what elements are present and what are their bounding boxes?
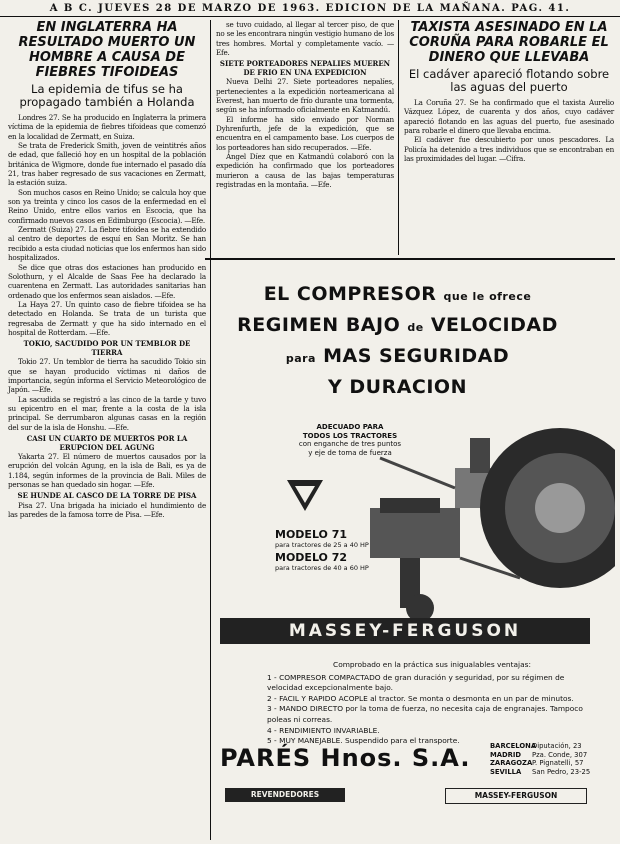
column-1 [8, 20, 206, 520]
ad-title-line-1 [230, 280, 565, 311]
col1-section2-head: TOKIO, SACUDIDO POR UN TEMBLOR DE TIERRA [23, 339, 191, 357]
tractor-compressor-illustration [360, 378, 615, 628]
ad-title-text: que le ofrece [443, 290, 532, 303]
paragraph: El informe ha sido enviado por Norman Dyhrenfurth, jefe de la expedición, que se encuentra en el campamento base. Los cuerpos de los porteadores han sido recuperados. —Efe. [216, 114, 394, 152]
col2-headline: SIETE PORTEADORES NEPALIES MUEREN DE FRIO EN UNA EXPEDICION [219, 59, 391, 77]
ad-adaptable-line: con enganche de tres puntos [298, 440, 402, 448]
ad-feature: 5 - MUY MANEJABLE. Suspendido para el transporte. [267, 736, 460, 746]
ad-title-line-2 [230, 311, 565, 342]
ad-title-text: REGIMEN BAJO [237, 314, 401, 336]
paragraph: Nueva Delhi 27. Siete porteadores nepalíes, pertenecientes a la expedición norteamericana al Everest, han muerto de frío durante una tormenta, según se ha informado oficialmente en Katmandú. [216, 77, 394, 115]
city-address: Diputación, 23 [532, 742, 582, 750]
ad-footer-left: REVENDEDORES [225, 788, 345, 802]
ad-title-text: de [407, 321, 424, 334]
paragraph: Ángel Díez que en Katmandú colaboró con la expedición ha confirmado que los porteadores murieron a causa de las bajas temperaturas registradas en la montaña. —Efe. [216, 152, 394, 190]
ad-title-text: MAS SEGURIDAD [323, 345, 510, 367]
ad-intro: Comprobado en la práctica sus inigualables ventajas: [333, 660, 531, 669]
model-72-name: MODELO 72 [275, 551, 348, 564]
col2-top [216, 20, 394, 57]
column-divider [398, 20, 399, 255]
city-address: Pza. Conde, 307 [532, 750, 588, 759]
paragraph: Yakarta 27. El número de muertos causados por la erupción del volcán Agung, en la isla de Bali, es ya de 1.184, según informes de la provincia de Bali. Miles de personas se han quedado sin hogar. —Efe. [8, 452, 206, 490]
col1-section4-body [8, 501, 206, 520]
ad-rule [205, 258, 615, 260]
massey-ferguson-logo-icon [285, 478, 325, 513]
ad-title-text: EL COMPRESOR [263, 283, 437, 305]
paragraph: Se dice que otras dos estaciones han producido en Solothurn, y el Alcalde de Saas Fee ha declarado la cuarentena en Zermatt. Las autoridades sanitarias han ordenado que los enfermos sean aislados. —Efe. [8, 262, 206, 300]
col1-section3-body [8, 452, 206, 489]
city-row [490, 759, 590, 768]
col1-section4-head: SE HUNDE AL CASCO DE LA TORRE DE PISA [17, 491, 197, 501]
ad-company-name: PARÉS Hnos. S.A. [220, 744, 471, 772]
paragraph: Pisa 27. Una brigada ha iniciado el hundimiento de las paredes de la famosa torre de Pisa. —Efe. [8, 500, 206, 520]
ad-feature: 1 - COMPRESOR COMPACTADO de gran duración y seguridad, por su régimen de velocidad excepcionalmente bajo. [267, 672, 565, 693]
masthead-rule [0, 16, 620, 17]
ad-feature: 3 - MANDO DIRECTO por la toma de fuerza, no necesita caja de engranajes. Tampoco poleas ni correas. [267, 704, 583, 724]
ad-features [267, 660, 597, 747]
city-address: P. Pignatelli, 57 [532, 759, 584, 768]
city-row [490, 742, 590, 751]
city-name: SEVILLA [490, 767, 522, 776]
ad-title-text: VELOCIDAD [430, 314, 558, 336]
paragraph: La Haya 27. Un quinto caso de fiebre tifoidea se ha detectado en Holanda. Se trata de un turista que regresaba de Zermatt y que ha sido internado en el hospital de Rotterdam. —Efe. [8, 299, 206, 337]
col1-subhead: La epidemia de tifus se ha propagado también a Holanda [19, 82, 195, 109]
col2-body [216, 77, 394, 189]
paragraph: El cadáver fue descubierto por unos pescadores. La Policía ha detenido a tres individuos que se encontraban en las proximidades del lugar. —Cifra. [404, 135, 614, 164]
col3-headline: TAXISTA ASESINADO EN LA CORUÑA PARA ROBARLE EL DINERO QUE LLEVABA [409, 20, 609, 65]
city-row [490, 768, 590, 777]
masthead: A B C. JUEVES 28 DE MARZO DE 1963. EDICION DE LA MAÑANA. PAG. 41. [49, 3, 571, 14]
ad-feature: 4 - RENDIMIENTO INVARIABLE. [267, 725, 380, 735]
model-71-desc: para tractores de 25 a 40 HP [275, 541, 369, 549]
ad-title-text: para [285, 352, 316, 365]
city-name: ZARAGOZA [490, 759, 533, 768]
ad-feature: 2 - FACIL Y RAPIDO ACOPLE al tractor. Se monta o desmonta en un par de minutos. [267, 693, 574, 703]
ad-footer-right: MASSEY-FERGUSON [445, 788, 587, 804]
ad-title-line-3 [230, 342, 565, 373]
ad-cities [490, 742, 590, 776]
column-2 [216, 20, 394, 190]
city-row [490, 751, 590, 760]
column-3 [404, 20, 614, 163]
ad-title-line-4: Y DURACION [328, 376, 467, 398]
model-71-name: MODELO 71 [275, 528, 348, 541]
col3-subhead: El cadáver apareció flotando sobre las aguas del puerto [408, 67, 610, 94]
ad-adaptable-line: TODOS LOS TRACTORES [302, 431, 398, 440]
col3-body [404, 98, 614, 163]
city-address: San Pedro, 23-25 [532, 767, 591, 776]
paragraph: La Coruña 27. Se ha confirmado que el taxista Aurelio Vázquez López, de cuarenta y dos años, cuyo cadáver apareció flotando en las aguas del puerto, fue asesinado para robarle el dinero que llevaba encima. [404, 98, 614, 136]
col1-section2-body [8, 357, 206, 432]
col1-section3-head: CASI UN CUARTO DE MUERTOS POR LA ERUPCION DEL AGUNG [26, 434, 188, 452]
model-72-desc: para tractores de 40 a 60 HP [275, 564, 369, 572]
ad-brand-banner: MASSEY-FERGUSON [220, 618, 590, 644]
paragraph: se tuvo cuidado, al llegar al tercer piso, de que no se les encontrara ningún vestigio humano de los tres hombres. Mortal y completamente vacío. —Efe. [216, 20, 394, 58]
col1-headline: EN INGLATERRA HA RESULTADO MUERTO UN HOMBRE A CAUSA DE FIEBRES TIFOIDEAS [18, 20, 196, 80]
paragraph: Zermatt (Suiza) 27. La fiebre tifoidea se ha extendido al centro de deportes de esquí en San Moritz. Se han recibido a esta ciudad noticias que los enfermos han sido hospitalizados. [8, 225, 206, 263]
paragraph: Londres 27. Se ha producido en Inglaterra la primera víctima de la epidemia de fiebres tifoideas que comenzó en la localidad de Zermatt, en Suiza. [8, 113, 206, 141]
paragraph: Son muchos casos en Reino Unido; se calcula hoy que son ya treinta y cinco los casos de la enfermedad en el Reino Unido, entre ellos varios en Escocia, que ha confirmado nuevos casos en Edimburgo (Escocia). —Efe. [8, 187, 206, 225]
col1-body [8, 113, 206, 337]
paragraph: Se trata de Frederick Smith, joven de veintitrés años de edad, que falleció hoy en un hospital de la población británica de Wigmore, donde fue internado el pasado día 21, tras haber regresado de sus vacaciones en Zermatt, la estación suiza. [8, 141, 206, 188]
ad-adaptable-line: ADECUADO PARA [316, 423, 384, 431]
paragraph: La sacudida se registró a las cinco de la tarde y tuvo su epicentro en el mar, frente a la costa de la isla principal. Se derrumbaron algunas casas en la región del sur de la isla de Honshu. —Efe. [8, 394, 206, 432]
advertisement [205, 258, 615, 826]
city-name: MADRID [490, 750, 522, 759]
ad-adaptable-line: y eje de toma de fuerza [308, 448, 392, 457]
paragraph: Tokio 27. Un temblor de tierra ha sacudido Tokio sin que se hayan producido víctimas ni daños de importancia, según informa el Servicio Meteorológico de Japón. —Efe. [8, 357, 206, 395]
city-name: BARCELONA [490, 742, 537, 750]
